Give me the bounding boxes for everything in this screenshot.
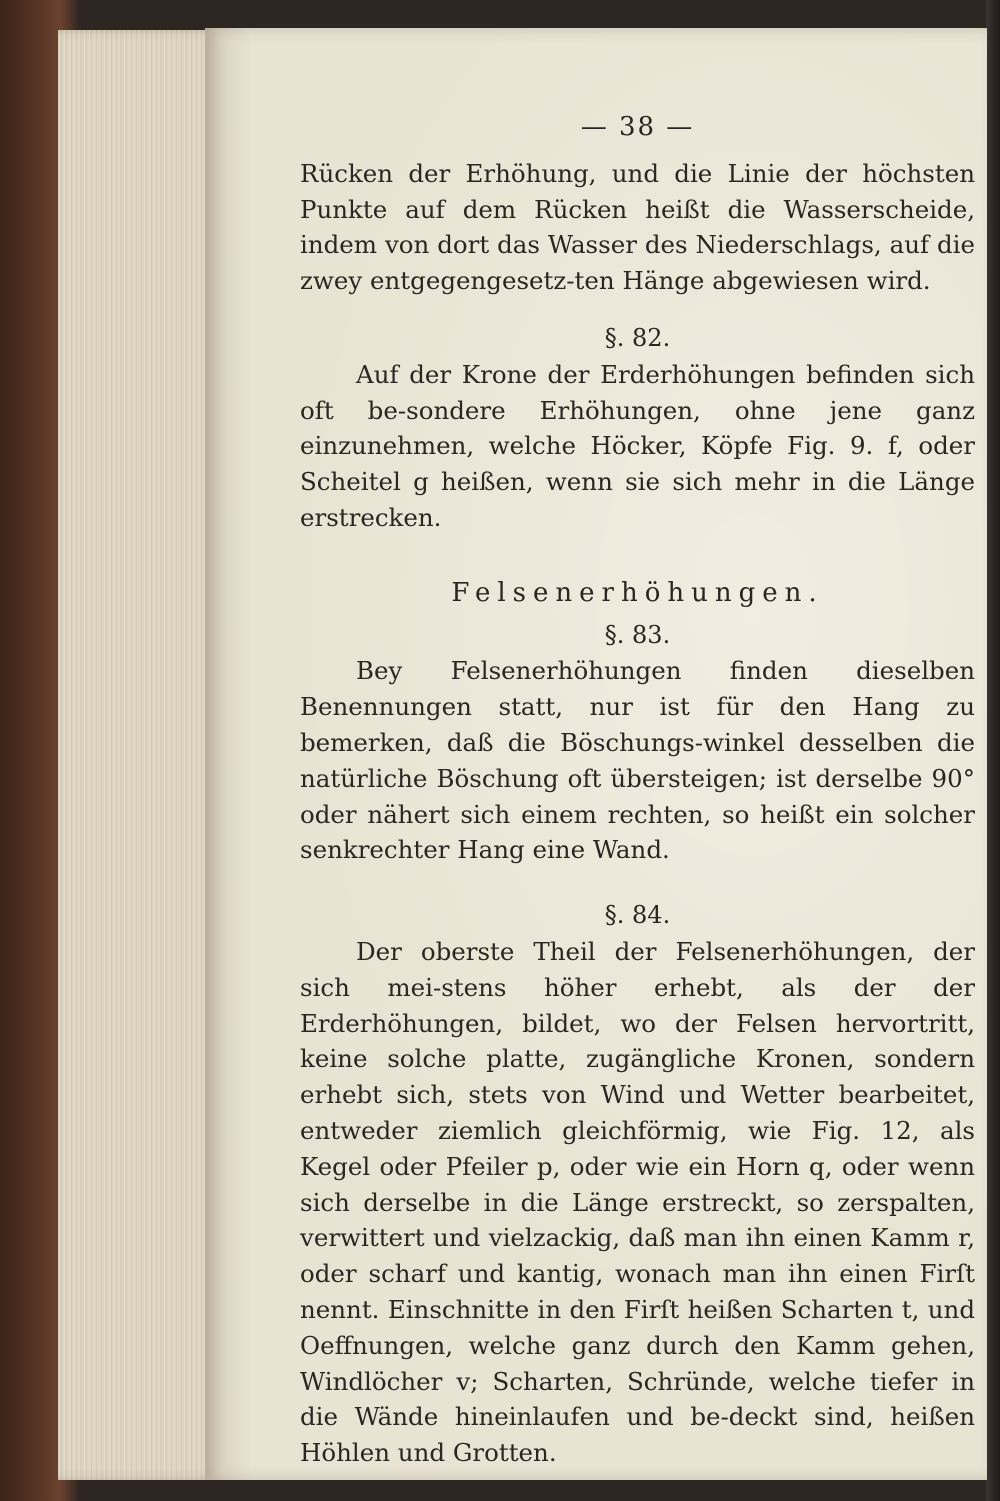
page-edges — [58, 30, 218, 1480]
continuation-paragraph: Rücken der Erhöhung, und die Linie der höchsten Punkte auf dem Rücken heißt die Wasserscheide, indem von dort das Wasser des Niederschlags, auf die zwey entgegengesetz-ten Hänge abgewiesen wird. — [300, 158, 975, 296]
section-82-text: Auf der Krone der Erderhöhungen befinden sich oft be-sondere Erhöhungen, ohne jene ganz einzunehmen, welche Höcker, Köpfe Fig. 9. f, oder Scheitel g heißen, wenn sie sich mehr in die Länge erstrecken. — [300, 359, 975, 532]
section-82-label: §. 82. — [604, 323, 671, 352]
section-83-label: §. 83. — [604, 620, 671, 649]
section-83-text: Bey Felsenerhöhungen finden dieselben Benennungen statt, nur ist für den Hang zu bemerken, daß die Böschungs-winkel desselben die natürliche Böschung oft übersteigen; ist derselbe 90° oder nähert sich einem rechten, so heißt ein solcher senkrechter Hang eine Wand. — [300, 656, 975, 865]
page-text — [300, 110, 975, 1471]
book-cover-edge — [986, 0, 1000, 1501]
section-84-label: §. 84. — [604, 901, 671, 930]
section-heading: Felsenerhöhungen. — [451, 577, 824, 608]
page-number: — 38 — — [580, 112, 695, 142]
section-84-text: Der oberste Theil der Felsenerhöhungen, der sich mei-stens höher erhebt, als der der Erderhöhungen, bildet, wo der Felsen hervortritt, keine solche platte, zugängliche Kronen, sondern erhebt sich, stets von Wind und Wetter bearbeitet, entweder ziemlich gleichförmig, wie Fig. 12, als Kegel oder Pfeiler p, oder wie ein Horn q, oder wenn sich derselbe in die Länge erstreckt, so zerspalten, verwittert und vielzackig, daß man ihn einen Kamm r, oder scharf und kantig, wonach man ihn einen Firſt nennt. Einschnitte in den Firſt heißen Scharten t, und Oeffnungen, welche ganz durch den Kamm gehen, Windlöcher v; Scharten, Schründe, welche tiefer in die Wände hineinlaufen und be-deckt sind, heißen Höhlen und Grotten. — [300, 936, 975, 1468]
